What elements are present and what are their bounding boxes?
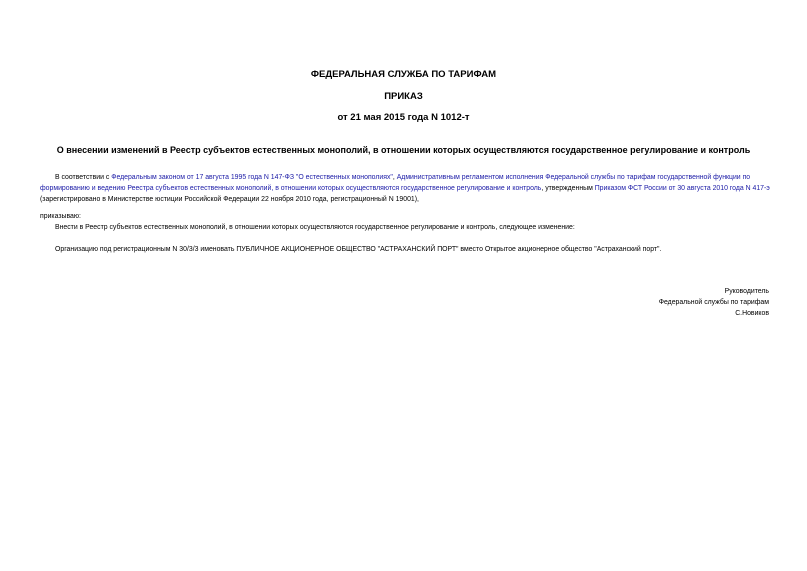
signature-organization: Федеральной службы по тарифам — [658, 299, 769, 306]
preamble-text-4: (зарегистрировано в Министерстве юстиции Российской Федерации 22 ноября 2010 года, регистрационный N 19001), — [40, 196, 419, 203]
signature-name: С.Новиков — [735, 310, 769, 317]
fst-order-link[interactable]: Приказом ФСТ России от 30 августа 2010 года N 417-э — [594, 185, 770, 192]
preamble-text-3: , утвержденным — [541, 185, 595, 192]
date-number-heading: от 21 мая 2015 года N 1012-т — [337, 112, 470, 123]
order-word: приказываю: — [40, 213, 81, 220]
federal-law-link[interactable]: Федеральным законом от 17 августа 1995 года N 147-ФЗ "О естественных монополиях" — [111, 174, 393, 181]
preamble-text-2: , — [392, 174, 397, 181]
order-item-1: Внести в Реестр субъектов естественных монополий, в отношении которых осуществляются государственное регулирование и контроль, следующее изменение: — [55, 224, 575, 231]
order-item-2: Организацию под регистрационным N 30/3/3 именовать ПУБЛИЧНОЕ АКЦИОНЕРНОЕ ОБЩЕСТВО "АСТРАХАНСКИЙ ПОРТ" вместо Открытое акционерное общество "Астраханский порт". — [55, 246, 662, 253]
agency-heading: ФЕДЕРАЛЬНАЯ СЛУЖБА ПО ТАРИФАМ — [310, 69, 497, 80]
signature-block — [659, 286, 769, 319]
doc-type-heading: ПРИКАЗ — [384, 91, 423, 102]
signature-position: Руководитель — [724, 288, 769, 295]
preamble-paragraph — [40, 172, 772, 205]
preamble-text-1: В соответствии с — [55, 174, 112, 181]
admin-regulation-link[interactable]: Административным регламентом исполнения Федеральной службы по тарифам государственной функции по формированию и ведению Реестра субъектов естественных монополий, в отношении которых осуществляются государственное регулирование и контроль — [40, 174, 751, 192]
document-title: О внесении изменений в Реестр субъектов естественных монополий, в отношении которых осуществляются государственное регулирование и контроль — [56, 145, 751, 155]
